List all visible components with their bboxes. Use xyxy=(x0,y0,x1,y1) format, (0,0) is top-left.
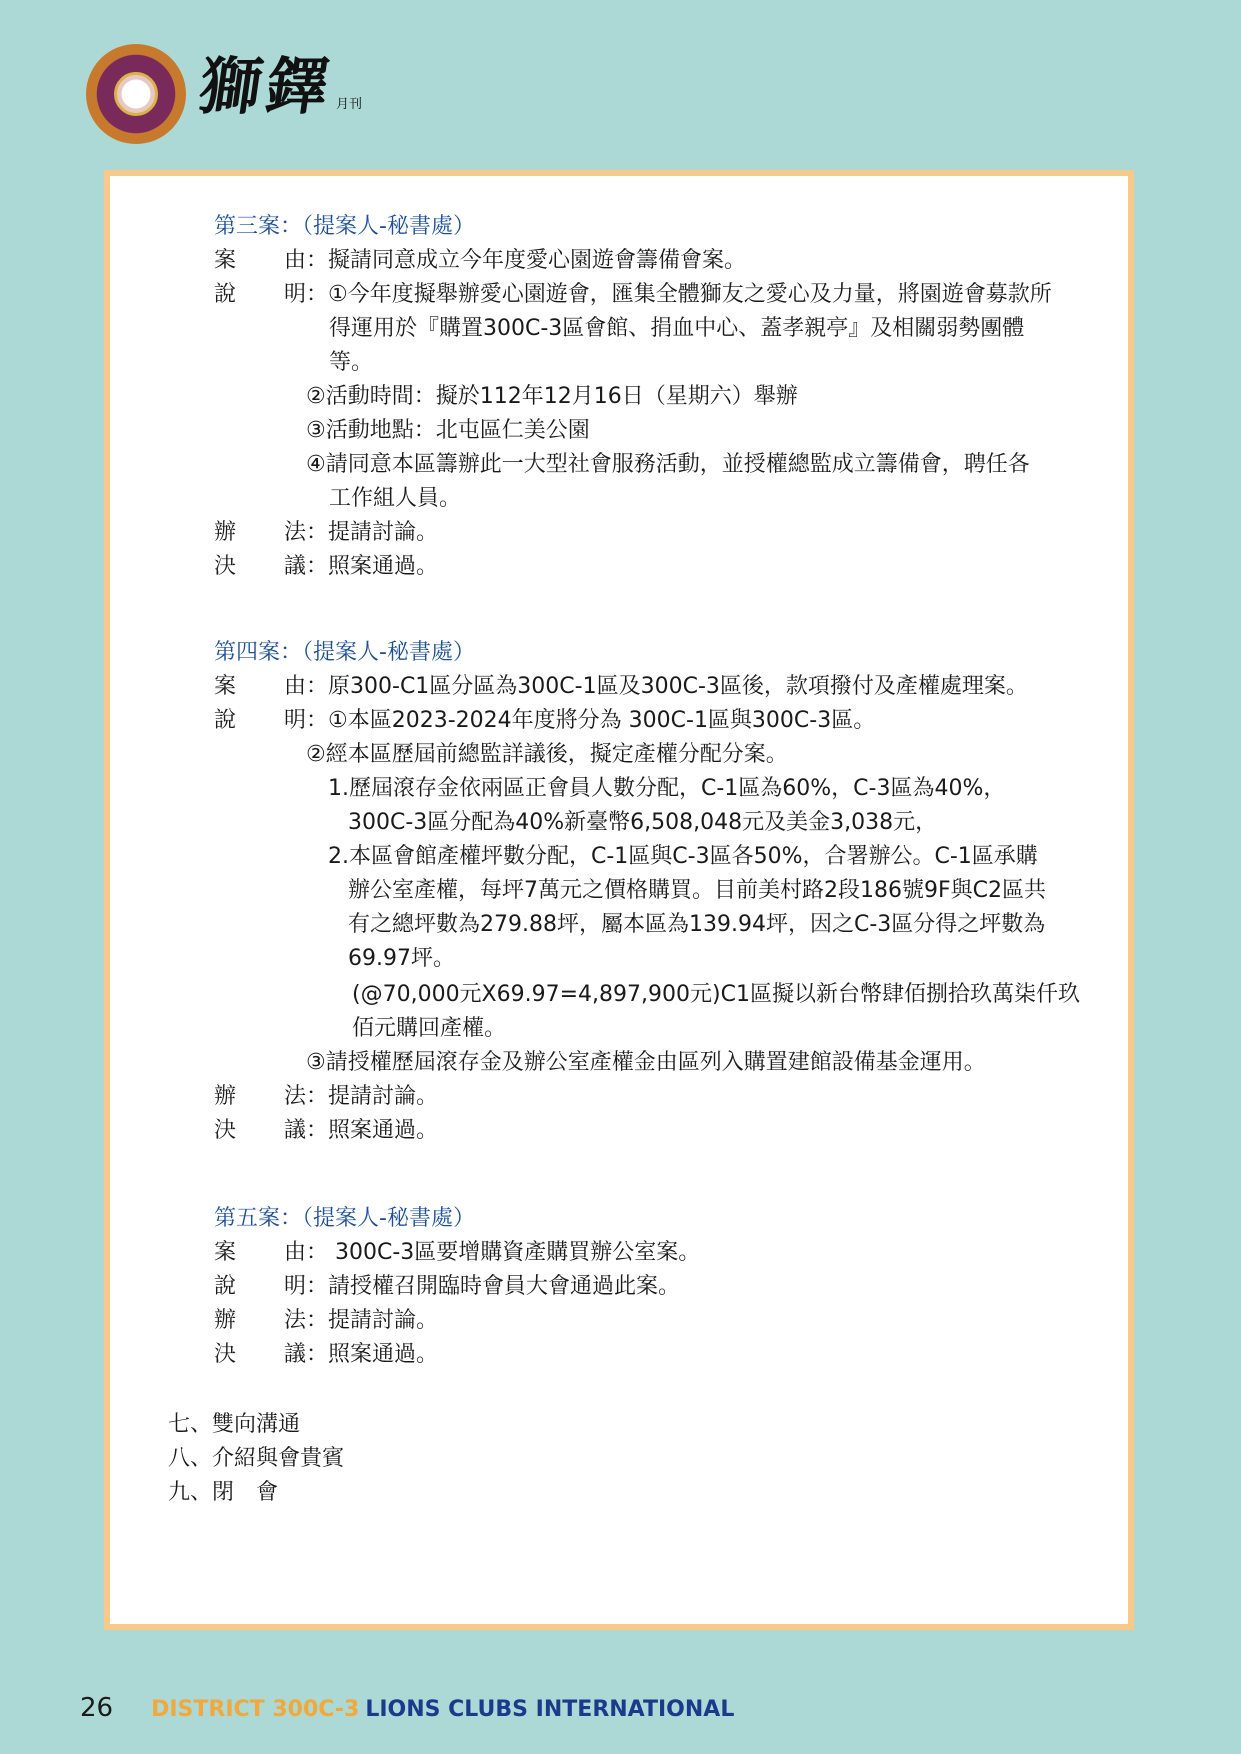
proposal4-method-text: 提請討論。 xyxy=(328,1084,439,1109)
masthead-title: 獅鐸 xyxy=(194,50,338,123)
proposal4-reason-text: 原300-C1區分區為300C-1區及300C-3區後，款項撥付及產權處理案。 xyxy=(328,674,1028,699)
proposal4-sub2a: 2.本區會館產權坪數分配，C-1區與C-3區各50%，合署辦公。C-1區承購 xyxy=(328,844,1038,869)
proposal4-explain: 說 明：①本區2023-2024年度將分為 300C-1區與300C-3區。 xyxy=(214,708,876,733)
proposal5-heading: 第五案：（提案人-秘書處） xyxy=(214,1206,475,1231)
proposal4-sub2b: 辦公室產權，每坪7萬元之價格購買。目前美村路2段186號9F與C2區共 xyxy=(348,878,1046,903)
proposal4-sub1b: 300C-3區分配為40%新臺幣6,508,048元及美金3,038元， xyxy=(348,810,938,835)
proposal4-method-label: 辦 法 xyxy=(214,1084,306,1109)
agenda-item-7: 七、雙向溝通 xyxy=(168,1412,301,1437)
proposal3-explain-1b: 得運用於『購置300C-3區會館、捐血中心、蓋孝親亭』及相關弱勢團體 xyxy=(329,316,1025,341)
proposal5-explain-label: 說 明 xyxy=(214,1274,306,1299)
proposal4-resolution: 決 議：照案通過。 xyxy=(214,1118,439,1143)
proposal3-reason-text: 擬請同意成立今年度愛心園遊會籌備會案。 xyxy=(328,248,747,273)
proposal5-resolution-text: 照案通過。 xyxy=(328,1342,439,1367)
proposal5-resolution: 決 議：照案通過。 xyxy=(214,1342,439,1367)
proposal5-method: 辦 法：提請討論。 xyxy=(214,1308,439,1333)
proposal3-resolution-text: 照案通過。 xyxy=(328,554,439,579)
proposal4-sub1a: 1.歷屆滾存金依兩區正會員人數分配，C-1區為60%，C-3區為40%， xyxy=(328,776,1006,801)
agenda-item-8: 八、介紹與會貴賓 xyxy=(168,1446,345,1471)
proposal4-explain-2: ②經本區歷屆前總監詳議後，擬定產權分配分案。 xyxy=(306,742,788,767)
proposal3-heading: 第三案：（提案人-秘書處） xyxy=(214,214,475,239)
proposal3-method: 辦 法：提請討論。 xyxy=(214,520,439,545)
proposal5-reason-label: 案 由 xyxy=(214,1240,306,1265)
masthead-subtitle: 月刊 xyxy=(336,97,363,112)
proposal4-method: 辦 法：提請討論。 xyxy=(214,1084,439,1109)
footer-organization: LIONS CLUBS INTERNATIONAL xyxy=(365,1697,735,1722)
proposal4-explain-3: ③請授權歷屆滾存金及辦公室產權金由區列入購置建館設備基金運用。 xyxy=(306,1050,986,1075)
masthead xyxy=(194,50,363,123)
proposal3-method-text: 提請討論。 xyxy=(328,520,439,545)
minutes-document xyxy=(110,176,1128,1624)
proposal3-reason-label: 案 由 xyxy=(214,248,306,273)
proposal3-method-label: 辦 法 xyxy=(214,520,306,545)
proposal4-explain-label: 說 明 xyxy=(214,708,306,733)
proposal5-explain-text: 請授權召開臨時會員大會通過此案。 xyxy=(328,1274,681,1299)
proposal3-explain-1c: 等。 xyxy=(329,350,374,375)
proposal5-reason-text: 300C-3區要增購資產購買辦公室案。 xyxy=(328,1240,701,1265)
proposal3-reason: 案 由：擬請同意成立今年度愛心園遊會籌備會案。 xyxy=(214,248,747,273)
proposal3-explain-4b: 工作組人員。 xyxy=(329,486,462,511)
proposal4-sub2d: 69.97坪。 xyxy=(348,946,455,971)
agenda-item-9: 九、閉 會 xyxy=(168,1480,279,1505)
proposal3-resolution: 決 議：照案通過。 xyxy=(214,554,439,579)
proposal4-sub2c: 有之總坪數為279.88坪，屬本區為139.94坪，因之C-3區分得之坪數為 xyxy=(348,912,1046,937)
lions-district-seal-icon xyxy=(86,44,186,144)
proposal5-reason: 案 由： 300C-3區要增購資產購買辦公室案。 xyxy=(214,1240,701,1265)
proposal3-explain-4a: ④請同意本區籌辦此一大型社會服務活動，並授權總監成立籌備會，聘任各 xyxy=(306,452,1030,477)
proposal3-explain-3: ③活動地點：北屯區仁美公園 xyxy=(306,418,590,443)
page-footer xyxy=(80,1693,734,1723)
proposal5-method-text: 提請討論。 xyxy=(328,1308,439,1333)
proposal4-heading: 第四案：（提案人-秘書處） xyxy=(214,640,475,665)
proposal5-explain: 說 明：請授權召開臨時會員大會通過此案。 xyxy=(214,1274,681,1299)
proposal4-resolution-label: 決 議 xyxy=(214,1118,306,1143)
proposal3-explain-1a: ①今年度擬舉辦愛心園遊會，匯集全體獅友之愛心及力量，將園遊會募款所 xyxy=(328,282,1052,307)
proposal4-explain-1: ①本區2023-2024年度將分為 300C-1區與300C-3區。 xyxy=(328,708,876,733)
proposal3-explain-label: 說 明 xyxy=(214,282,306,307)
proposal5-method-label: 辦 法 xyxy=(214,1308,306,1333)
proposal4-reason-label: 案 由 xyxy=(214,674,306,699)
proposal3-explain: 說 明：①今年度擬舉辦愛心園遊會，匯集全體獅友之愛心及力量，將園遊會募款所 xyxy=(214,282,1052,307)
footer-district: DISTRICT 300C-3 xyxy=(151,1697,360,1722)
proposal4-resolution-text: 照案通過。 xyxy=(328,1118,439,1143)
proposal4-calc-b: 佰元購回產權。 xyxy=(352,1016,507,1041)
district-logo xyxy=(86,44,186,144)
page-number: 26 xyxy=(80,1693,114,1723)
proposal4-calc-a: (@70,000元X69.97=4,897,900元)C1區擬以新台幣肆佰捌拾玖萬柒仟玖 xyxy=(352,982,1080,1007)
proposal5-resolution-label: 決 議 xyxy=(214,1342,306,1367)
content-card xyxy=(104,170,1134,1630)
proposal3-resolution-label: 決 議 xyxy=(214,554,306,579)
proposal4-reason: 案 由：原300-C1區分區為300C-1區及300C-3區後，款項撥付及產權處理案。 xyxy=(214,674,1028,699)
proposal3-explain-2: ②活動時間：擬於112年12月16日（星期六）舉辦 xyxy=(306,384,798,409)
